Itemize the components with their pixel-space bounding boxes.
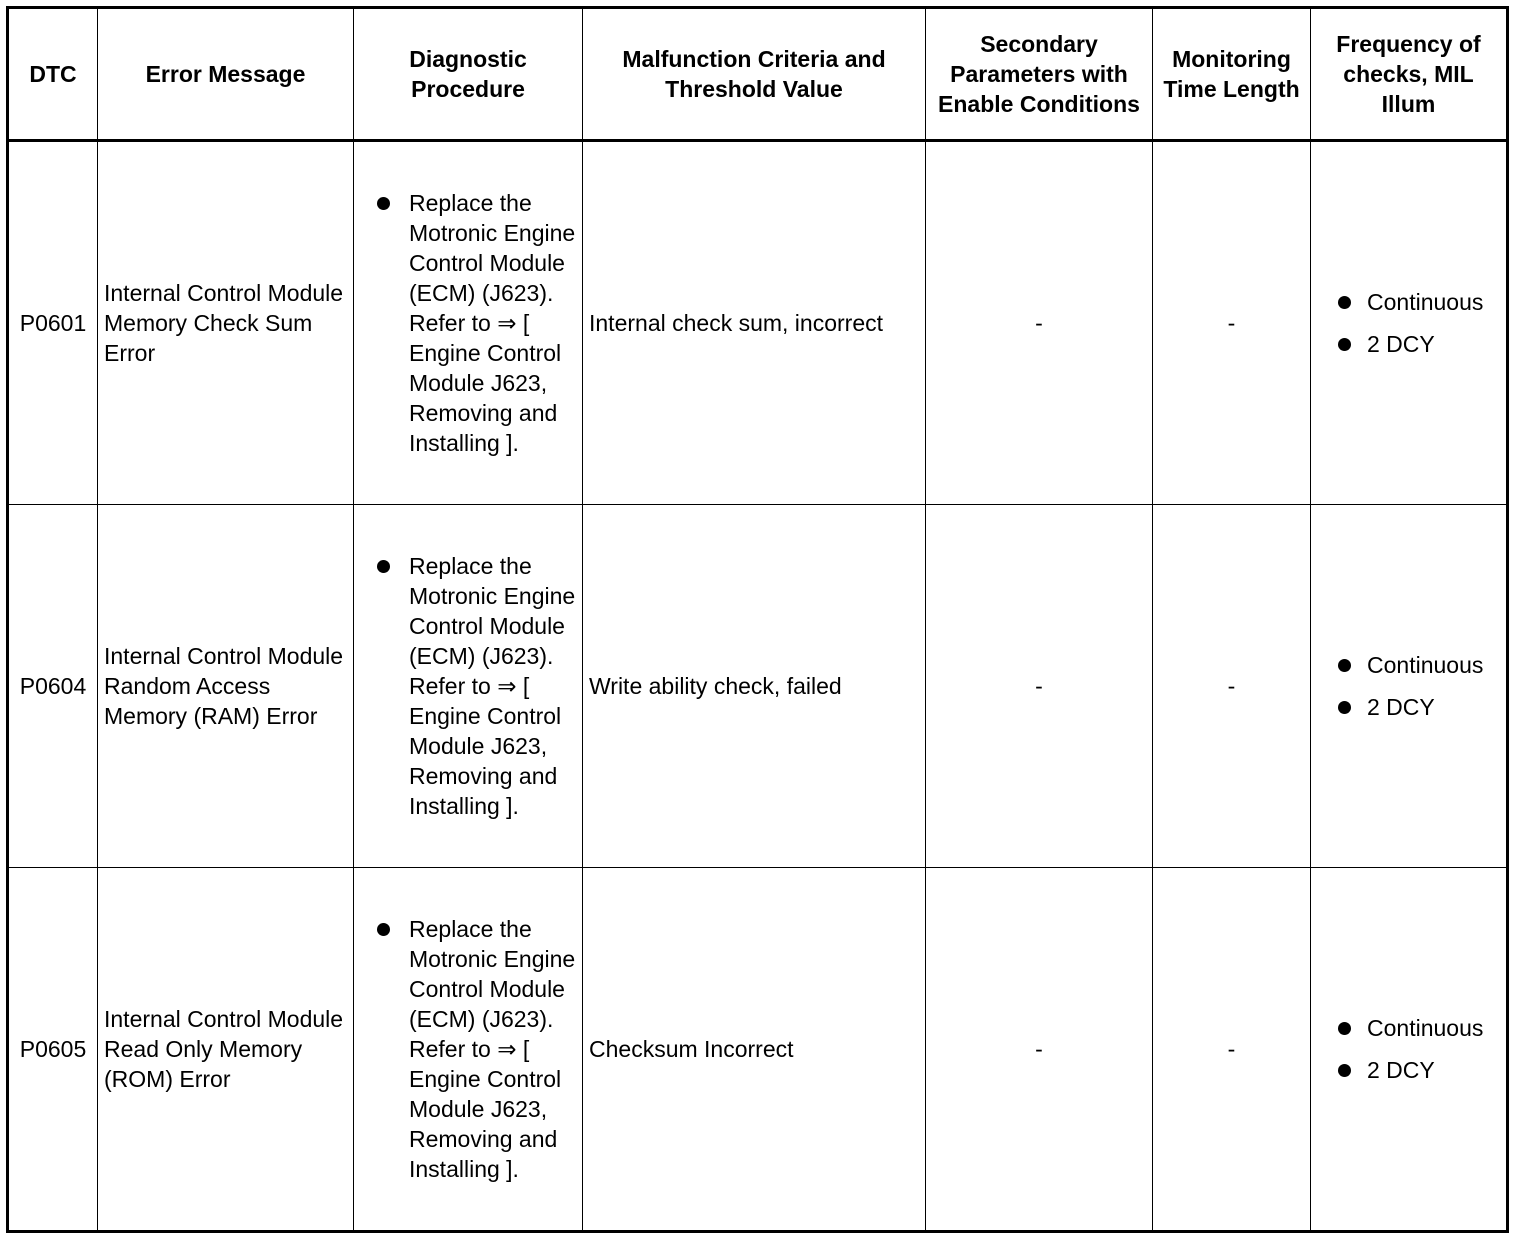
procedure-text: Replace the Motronic Engine Control Module (ECM) (J623). Refer to ⇒ [ Engine Control Module J623, Removing and Installing ]. — [409, 916, 576, 1182]
dtc-code: P0601 — [8, 141, 98, 505]
error-message: Internal Control Module Random Access Memory (RAM) Error — [98, 505, 354, 868]
error-message: Internal Control Module Read Only Memory (ROM) Error — [98, 868, 354, 1232]
frequency-item — [1317, 650, 1500, 680]
table-row — [8, 141, 1508, 505]
header-error-message: Error Message — [98, 8, 354, 141]
table-row — [8, 868, 1508, 1232]
dtc-table-sheet — [6, 6, 1506, 1233]
procedure-item — [360, 914, 576, 1184]
frequency-item — [1317, 1013, 1500, 1043]
frequency-cell — [1311, 505, 1508, 868]
header-malfunction-criteria: Malfunction Criteria and Threshold Value — [583, 8, 926, 141]
frequency-list — [1317, 287, 1500, 359]
secondary-parameters: - — [926, 505, 1153, 868]
frequency-item — [1317, 287, 1500, 317]
header-monitoring-time: Monitoring Time Length — [1153, 8, 1311, 141]
table-row — [8, 505, 1508, 868]
bullet-icon — [377, 923, 390, 936]
frequency-list — [1317, 650, 1500, 722]
diagnostic-procedure — [354, 141, 583, 505]
bullet-icon — [1338, 659, 1351, 672]
diagnostic-procedure — [354, 868, 583, 1232]
header-dtc: DTC — [8, 8, 98, 141]
procedure-item — [360, 188, 576, 458]
frequency-cell — [1311, 141, 1508, 505]
frequency-text: Continuous — [1367, 1015, 1484, 1041]
secondary-parameters: - — [926, 141, 1153, 505]
frequency-text: 2 DCY — [1367, 1057, 1435, 1083]
procedure-text: Replace the Motronic Engine Control Module (ECM) (J623). Refer to ⇒ [ Engine Control Module J623, Removing and Installing ]. — [409, 190, 576, 456]
dtc-code: P0605 — [8, 868, 98, 1232]
bullet-icon — [377, 197, 390, 210]
frequency-text: Continuous — [1367, 289, 1484, 315]
dtc-code: P0604 — [8, 505, 98, 868]
frequency-item — [1317, 329, 1500, 359]
dtc-table — [6, 6, 1509, 1233]
frequency-cell — [1311, 868, 1508, 1232]
bullet-icon — [377, 560, 390, 573]
monitoring-time: - — [1153, 868, 1311, 1232]
malfunction-criteria: Internal check sum, incorrect — [583, 141, 926, 505]
table-header-row — [8, 8, 1508, 141]
monitoring-time: - — [1153, 505, 1311, 868]
error-message: Internal Control Module Memory Check Sum Error — [98, 141, 354, 505]
frequency-list — [1317, 1013, 1500, 1085]
bullet-icon — [1338, 701, 1351, 714]
frequency-text: 2 DCY — [1367, 694, 1435, 720]
bullet-icon — [1338, 296, 1351, 309]
header-secondary-parameters: Secondary Parameters with Enable Conditions — [926, 8, 1153, 141]
malfunction-criteria: Checksum Incorrect — [583, 868, 926, 1232]
frequency-item — [1317, 692, 1500, 722]
procedure-list — [360, 188, 576, 458]
malfunction-criteria: Write ability check, failed — [583, 505, 926, 868]
frequency-text: Continuous — [1367, 652, 1484, 678]
diagnostic-procedure — [354, 505, 583, 868]
secondary-parameters: - — [926, 868, 1153, 1232]
procedure-list — [360, 551, 576, 821]
bullet-icon — [1338, 338, 1351, 351]
bullet-icon — [1338, 1064, 1351, 1077]
procedure-list — [360, 914, 576, 1184]
frequency-text: 2 DCY — [1367, 331, 1435, 357]
bullet-icon — [1338, 1022, 1351, 1035]
frequency-item — [1317, 1055, 1500, 1085]
procedure-item — [360, 551, 576, 821]
header-frequency: Frequency of checks, MIL Illum — [1311, 8, 1508, 141]
header-diagnostic-procedure: Diagnostic Procedure — [354, 8, 583, 141]
procedure-text: Replace the Motronic Engine Control Module (ECM) (J623). Refer to ⇒ [ Engine Control Module J623, Removing and Installing ]. — [409, 553, 576, 819]
monitoring-time: - — [1153, 141, 1311, 505]
